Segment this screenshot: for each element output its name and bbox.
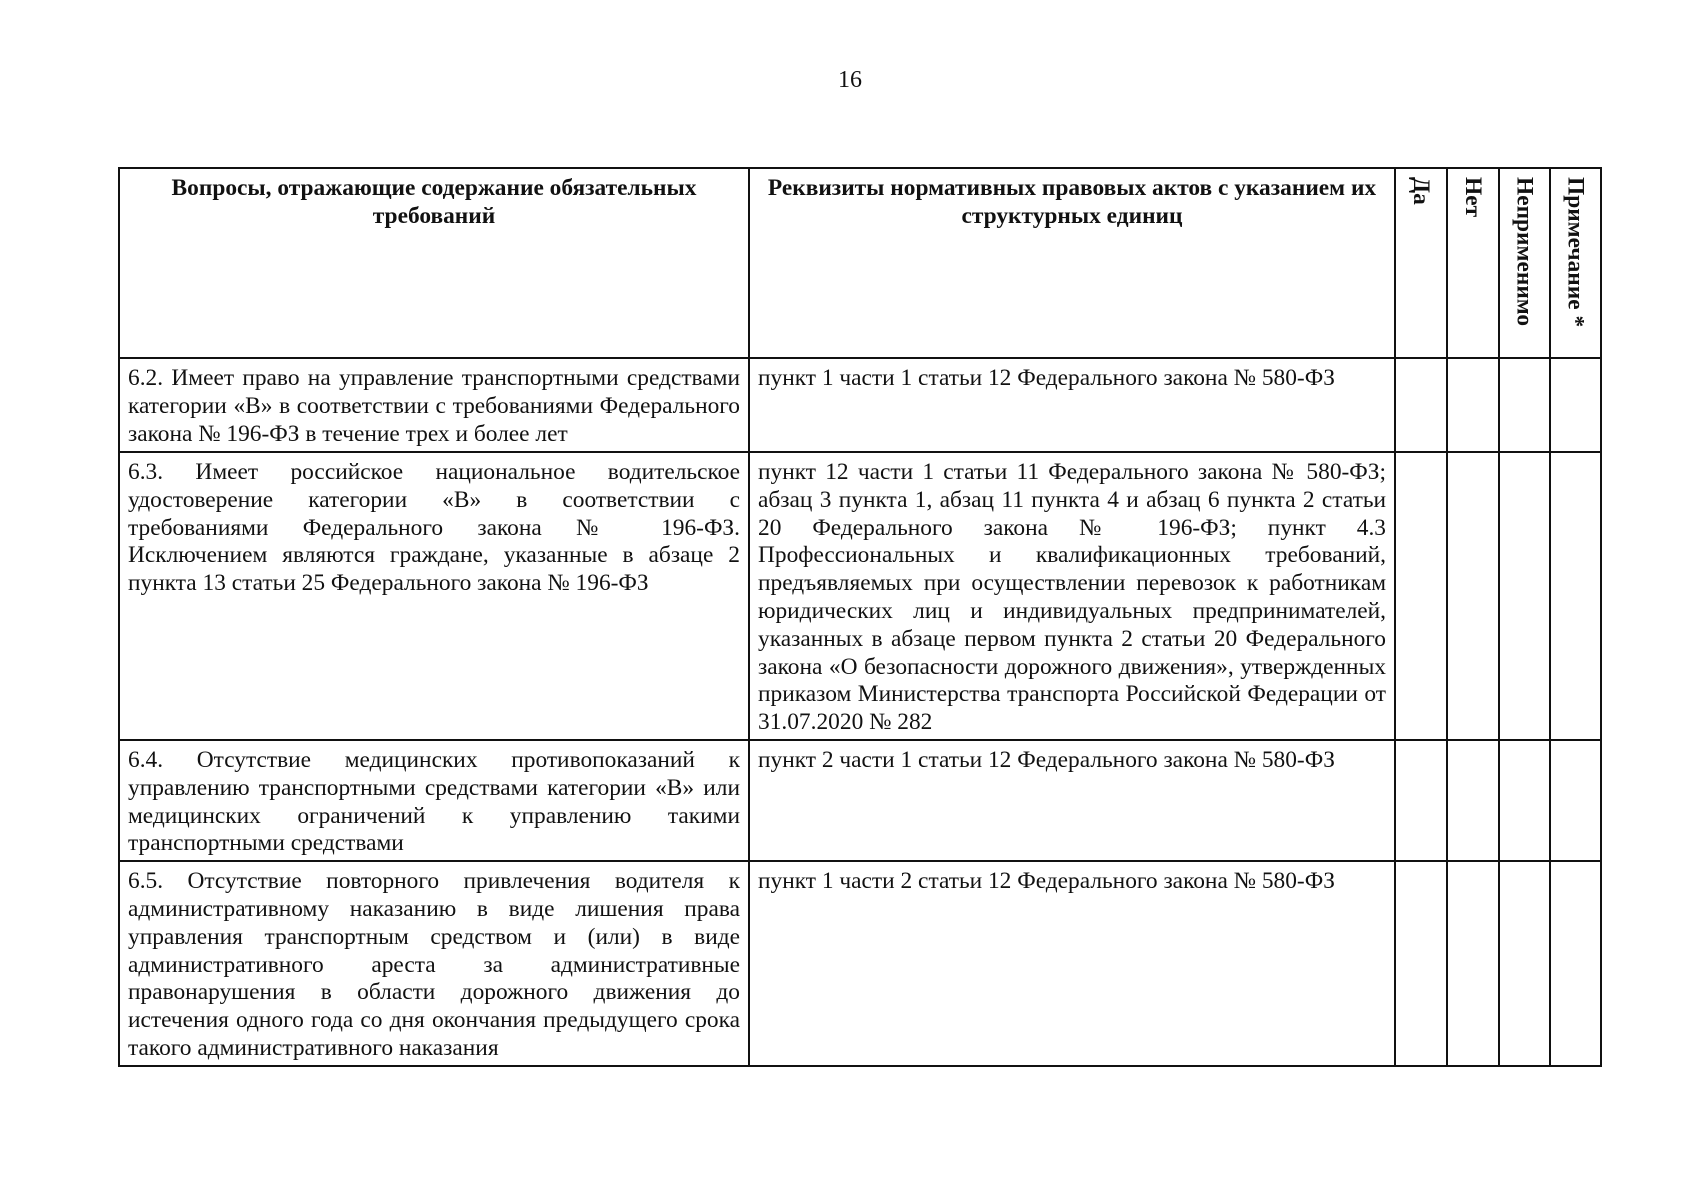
no-cell[interactable]: [1447, 740, 1499, 861]
requirements-table: [118, 167, 1602, 1067]
table-header-row: [119, 168, 1601, 358]
table-row: [119, 861, 1601, 1066]
header-not-applicable-label: Неприменимо: [1511, 177, 1538, 327]
yes-cell[interactable]: [1395, 452, 1447, 740]
header-no-label: Нет: [1460, 177, 1486, 218]
header-requisites: Реквизиты нормативных правовых актов с указанием их структурных единиц: [749, 168, 1395, 358]
header-questions: Вопросы, отражающие содержание обязательных требований: [119, 168, 749, 358]
not-applicable-cell[interactable]: [1499, 861, 1550, 1066]
table-row: [119, 358, 1601, 452]
header-yes-label: Да: [1408, 177, 1434, 205]
header-not-applicable: [1499, 168, 1550, 358]
requisites-cell: пункт 1 части 2 статьи 12 Федерального закона № 580-ФЗ: [749, 861, 1395, 1066]
table-row: [119, 740, 1601, 861]
requisites-cell: пункт 1 части 1 статьи 12 Федерального закона № 580-ФЗ: [749, 358, 1395, 452]
note-cell[interactable]: [1550, 358, 1601, 452]
note-cell[interactable]: [1550, 861, 1601, 1066]
requisites-cell: пункт 12 части 1 статьи 11 Федерального закона № 580-ФЗ; абзац 3 пункта 1, абзац 11 пункта 4 и абзац 6 пункта 2 статьи 20 Федерального закона № 196-ФЗ; пункт 4.3 Профессиональных и квалификационных требований, предъявляемых при осуществлении перевозок к работникам юридических лиц и индивидуальных предпринимателей, указанных в абзаце первом пункта 2 статьи 20 Федерального закона «О безопасности дорожного движения», утвержденных приказом Министерства транспорта Российской Федерации от 31.07.2020 № 282: [749, 452, 1395, 740]
no-cell[interactable]: [1447, 358, 1499, 452]
header-no: [1447, 168, 1499, 358]
header-yes: [1395, 168, 1447, 358]
no-cell[interactable]: [1447, 861, 1499, 1066]
not-applicable-cell[interactable]: [1499, 358, 1550, 452]
yes-cell[interactable]: [1395, 861, 1447, 1066]
question-cell: 6.5. Отсутствие повторного привлечения водителя к административному наказанию в виде лишения права управления транспортным средством и (или) в виде административного ареста за административные правонарушения в области дорожного движения до истечения одного года со дня окончания предыдущего срока такого административного наказания: [119, 861, 749, 1066]
not-applicable-cell[interactable]: [1499, 452, 1550, 740]
note-cell[interactable]: [1550, 452, 1601, 740]
page-number: 16: [838, 67, 862, 93]
note-cell[interactable]: [1550, 740, 1601, 861]
table-row: [119, 452, 1601, 740]
question-cell: 6.2. Имеет право на управление транспортными средствами категории «В» в соответствии с требованиями Федерального закона № 196-ФЗ в течение трех и более лет: [119, 358, 749, 452]
requisites-cell: пункт 2 части 1 статьи 12 Федерального закона № 580-ФЗ: [749, 740, 1395, 861]
not-applicable-cell[interactable]: [1499, 740, 1550, 861]
yes-cell[interactable]: [1395, 358, 1447, 452]
question-cell: 6.3. Имеет российское национальное водительское удостоверение категории «В» в соответствии с требованиями Федерального закона № 196-ФЗ. Исключением являются граждане, указанные в абзаце 2 пункта 13 статьи 25 Федерального закона № 196-ФЗ: [119, 452, 749, 740]
yes-cell[interactable]: [1395, 740, 1447, 861]
header-note-label: Примечание *: [1562, 177, 1589, 328]
header-note: [1550, 168, 1601, 358]
question-cell: 6.4. Отсутствие медицинских противопоказаний к управлению транспортными средствами категории «В» или медицинских ограничений к управлению такими транспортными средствами: [119, 740, 749, 861]
no-cell[interactable]: [1447, 452, 1499, 740]
